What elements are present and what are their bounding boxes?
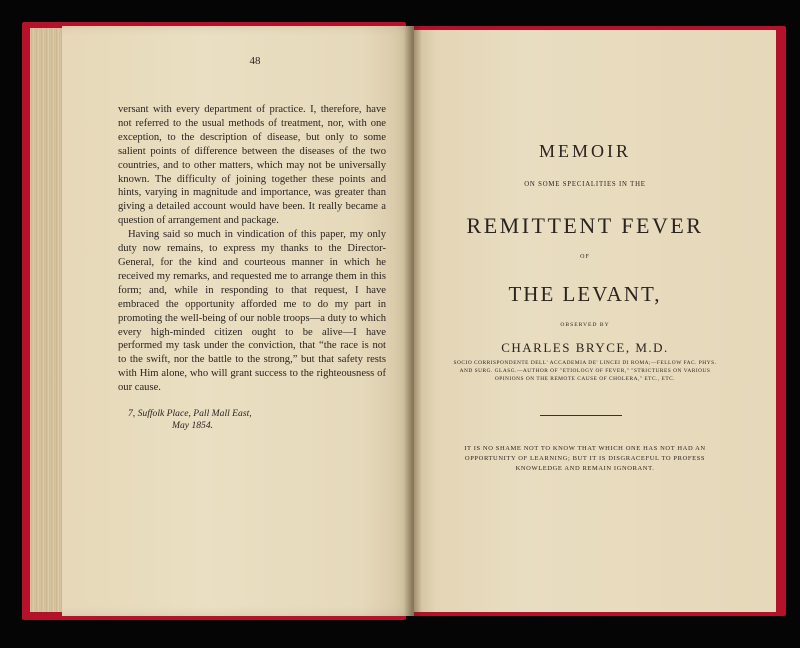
author-name: CHARLES BRYCE, M.D. — [501, 340, 669, 355]
page-number: 48 — [249, 55, 261, 67]
paragraph-2: Having said so much in vindication of this paper, my only duty now remains, to express my thanks to the Director-General, for the kind and courteous manner in which he received my remarks, and requested me to arrange them in this form; and, while in responding to that request, I have embraced the opportunity afforded me to do my part in promoting the well-being of our noble troops—a duty to which every high-minded citizen ought to be alive—I have performed my task under the conviction, that “the race is not to the swift, nor the battle to the strong,” but that safety rests with Him alone, who will grant success to the righteousness of our cause. — [118, 229, 386, 394]
paragraph-1: versant with every department of practice. I, therefore, have not referred to the usual methods of treatment, nor, with one exception, to the description of disease, but only to some salient points of difference between the diseases of the two countries, and to other matters, which may not be universally known. The difficulty of joining together these points and hints, varying in magnitude and importance, was greater than giving a detailed account would have been. It really became a question of arrangement and package. — [118, 104, 386, 227]
observed-by: OBSERVED BY — [560, 322, 610, 328]
title-main: REMITTENT FEVER — [466, 213, 704, 238]
left-page-body — [118, 103, 386, 395]
epigraph: IT IS NO SHAME NOT TO KNOW THAT WHICH ONE HAS NOT HAD AN OPPORTUNITY OF LEARNING; BUT IT IS DISGRACEFUL TO PROFESS KNOWLEDGE AND REMAIN IGNORANT. — [464, 445, 706, 472]
title-memoir: MEMOIR — [538, 141, 631, 161]
author-credentials: SOCIO CORRISPONDENTE DELL' ACCADEMIA DE' LINCEI DI ROMA;—FELLOW FAC. PHYS. AND SURG. GLASG.—AUTHOR OF "ETIOLOGY OF FEVER," "STRICTURES ON VARIOUS OPINIONS ON THE REMOTE CAUSE OF CHOLERA," ETC., ETC. — [453, 360, 717, 383]
title-of: OF — [580, 254, 590, 260]
signoff-address: 7, Suffolk Place, Pall Mall East, — [128, 408, 252, 419]
book-gutter — [404, 26, 422, 616]
title-subtitle: ON SOME SPECIALITIES IN THE — [524, 181, 646, 188]
right-page — [414, 30, 776, 612]
signoff — [128, 408, 368, 432]
title-place: THE LEVANT, — [508, 282, 662, 306]
divider-rule — [540, 415, 622, 416]
signoff-date: May 1854. — [172, 420, 214, 431]
